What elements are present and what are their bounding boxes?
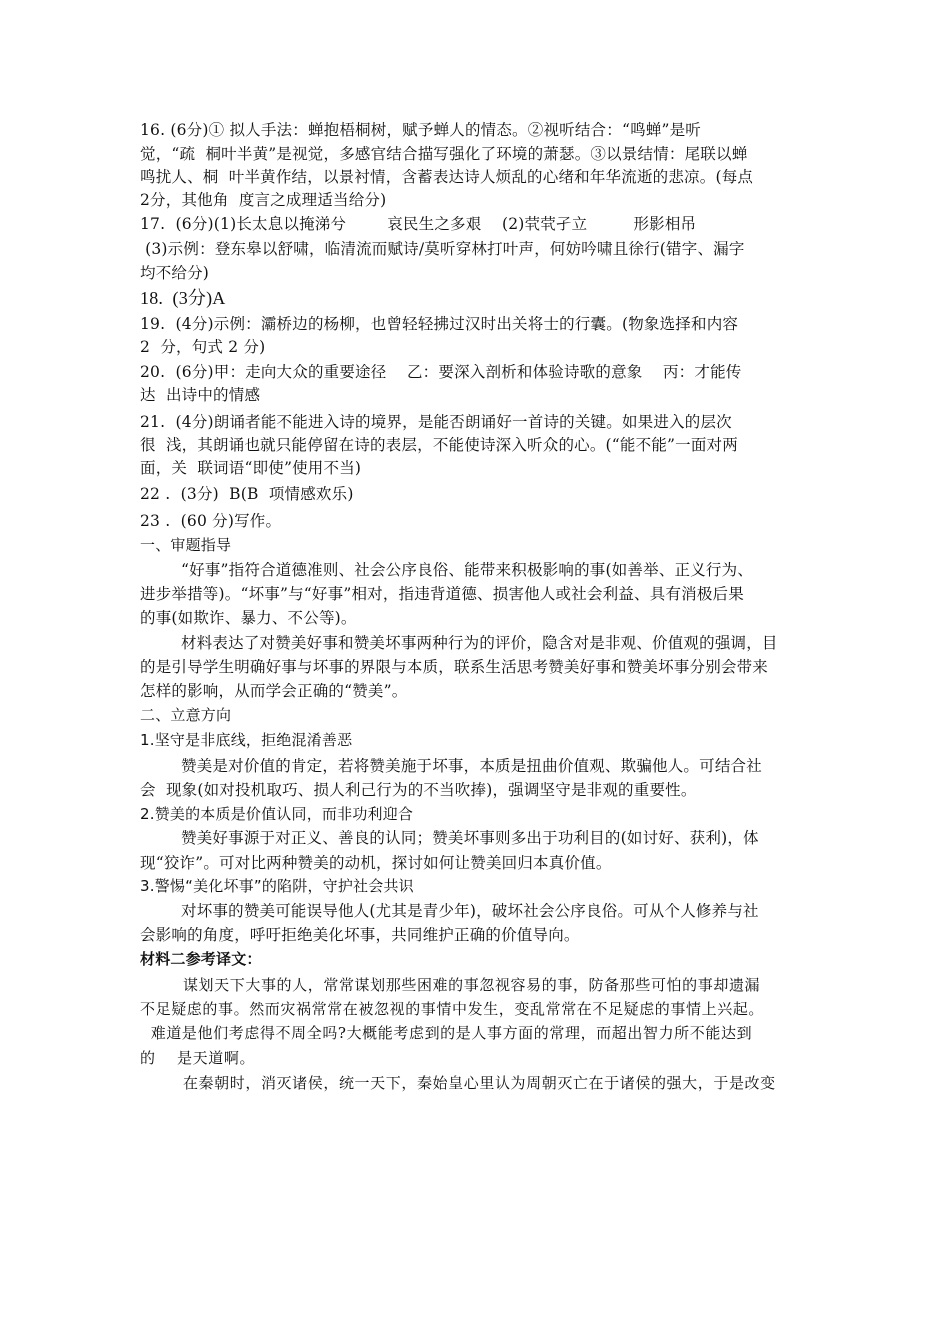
answer-21-line-3: 面，关 联词语“即使”使用不当) — [140, 459, 362, 477]
paragraph-line: 的事(如欺诈、暴力、不公等)。 — [140, 609, 357, 627]
translation-line: 不足疑虑的事。然而灾祸常常在被忽视的事情中发生，变乱常常在不足疑虑的事情上兴起。 — [140, 1000, 765, 1018]
answer-16-line-3: 鸣扰人、桐 叶半黄作结，以景衬情，含蓄表达诗人烦乱的心绪和年华流逝的悲凉。(每点 — [140, 168, 754, 186]
answer-17-line-3: 均不给分) — [140, 264, 210, 282]
answer-16-line-4: 2分，其他角 度言之成理适当给分) — [140, 191, 387, 209]
paragraph-line: 现“狡诈”。可对比两种赞美的动机，探讨如何让赞美回归本真价值。 — [140, 854, 612, 872]
answer-22: 22 . (3分) B(B 项情感欢乐) — [140, 485, 354, 503]
translation-heading: 材料二参考译文： — [140, 950, 262, 968]
subheading-3: 3.警惕“美化坏事”的陷阱，守护社会共识 — [140, 877, 414, 895]
answer-16-line-1: 16. (6分)① 拟人手法：蝉抱梧桐树，赋予蝉人的情态。②视听结合：“鸣蝉”是听 — [140, 121, 702, 139]
answer-21-line-2: 很 浅，其朗诵也就只能停留在诗的表层，不能使诗深入听众的心。(“能不能”一面对两 — [140, 436, 738, 454]
answer-20-line-1: 20. (6分)甲：走向大众的重要途径 乙：要深入剖析和体验诗歌的意象 丙：才能传 — [140, 363, 742, 381]
answer-17-line-2: (3)示例：登东皋以舒啸，临清流而赋诗/莫听穿林打叶声，何妨吟啸且徐行(错字、漏字 — [140, 240, 745, 258]
paragraph-line: 的是引导学生明确好事与坏事的界限与本质，联系生活思考赞美好事和赞美坏事分别会带来 — [140, 658, 769, 676]
paragraph-line: 材料表达了对赞美好事和赞美坏事两种行为的评价，隐含对是非观、价值观的强调，目 — [140, 634, 778, 652]
section-heading-2: 二、立意方向 — [140, 706, 232, 724]
translation-line: 的 是天道啊。 — [140, 1049, 256, 1067]
answer-19-line-1: 19. (4分)示例：灞桥边的杨柳，也曾轻轻拂过汉时出关将士的行囊。(物象选择和内容 — [140, 315, 739, 333]
answer-16-line-2: 觉，“疏 桐叶半黄”是视觉，多感官结合描写强化了环境的萧瑟。③以景结情：尾联以蝉 — [140, 145, 748, 163]
subheading-1: 1.坚守是非底线，拒绝混淆善恶 — [140, 731, 353, 749]
paragraph-line: 进步举措等)。“坏事”与“好事”相对，指违背道德、损害他人或社会利益、具有消极后果 — [140, 585, 744, 603]
paragraph-line: 会影响的角度，呼吁拒绝美化坏事，共同维护正确的价值导向。 — [140, 926, 580, 944]
paragraph-line: “好事”指符合道德准则、社会公序良俗、能带来积极影响的事(如善举、正义行为、 — [140, 561, 754, 579]
paragraph-line: 会 现象(如对投机取巧、损人利己行为的不当吹捧)，强调坚守是非观的重要性。 — [140, 781, 697, 799]
section-heading-1: 一、审题指导 — [140, 536, 232, 554]
paragraph-line: 赞美是对价值的肯定，若将赞美施于坏事，本质是扭曲价值观、欺骗他人。可结合社 — [140, 757, 762, 775]
subheading-2: 2.赞美的本质是价值认同，而非功利迎合 — [140, 805, 414, 823]
paragraph-line: 怎样的影响，从而学会正确的“赞美”。 — [140, 682, 408, 700]
translation-line: 在秦朝时，消灭诸侯，统一天下，秦始皇心里认为周朝灭亡在于诸侯的强大，于是改变 — [140, 1074, 776, 1092]
translation-line: 谋划天下大事的人，常常谋划那些困难的事忽视容易的事，防备那些可怕的事却遗漏 — [140, 976, 761, 994]
answer-21-line-1: 21. (4分)朗诵者能不能进入诗的境界，是能否朗诵好一首诗的关键。如果进入的层次 — [140, 413, 732, 431]
answer-19-line-2: 2 分，句式 2 分) — [140, 338, 266, 356]
paragraph-line: 赞美好事源于对正义、善良的认同；赞美坏事则多出于功利目的(如讨好、获利)，体 — [140, 829, 759, 847]
translation-line: 难道是他们考虑得不周全吗?大概能考虑到的是人事方面的常理，而超出智力所不能达到 — [140, 1024, 753, 1042]
answer-17-line-1: 17. (6分)(1)长太息以掩涕兮 哀民生之多艰 (2)茕茕孑立 形影相吊 — [140, 215, 697, 233]
answer-23: 23 . (60 分)写作。 — [140, 512, 282, 530]
answer-20-line-2: 达 出诗中的情感 — [140, 386, 261, 404]
paragraph-line: 对坏事的赞美可能误导他人(尤其是青少年)，破坏社会公序良俗。可从个人修养与社 — [140, 902, 759, 920]
answer-18: 18. (3分)A — [140, 288, 226, 308]
